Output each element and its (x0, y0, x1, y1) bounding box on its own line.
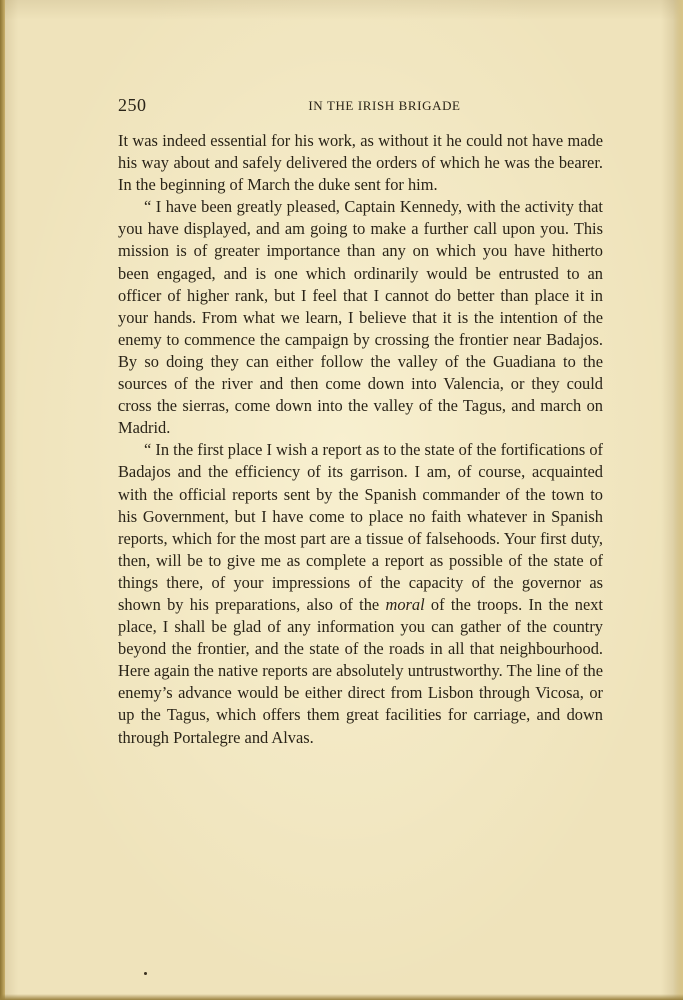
paragraph: “ I have been greatly pleased, Captain Kennedy, with the activity that you have displayed, and am going to make a further call upon you. This mission is of greater importance than any on which you have hitherto been engaged, and is one which ordinarily would be entrusted to an officer of higher rank, but I feel that I cannot do better than place it in your hands. From what we learn, I believe that it is the intention of the enemy to commence the campaign by crossing the frontier near Badajos. By so doing they can either follow the valley of the Guadiana to the sources of the river and then come down into Valencia, or they could cross the sierras, come down into the valley of the Tagus, and march on Madrid. (118, 197, 603, 438)
paragraph: “ In the first place I wish a report as to the state of the fortifications of Badajos and the efficiency of its garrison. I am, of course, acquainted with the official reports sent by the Spanish commander of the town to his Government, but I have come to place no faith whatever in Spanish reports, which for the most part are a tissue of falsehoods. Your first duty, then, will be to give me as complete a report as possible of the state of things there, of your impressions of the capacity of the governor as shown by his preparations, also of the moral of the troops. In the next place, I shall be glad of any information you can gather of the country beyond the frontier, and the state of the roads in all that neighbourhood. Here again the native reports are absolutely untrustworthy. The line of the enemy’s advance would be either direct from Lisbon through Vicosa, or up the Tagus, which offers them great facilities for carriage, and down through Portalegre and Alvas. (118, 440, 603, 747)
paragraph: It was indeed essential for his work, as without it he could not have made his way about and safely delivered the orders of which he was the bearer. In the beginning of March the duke sent for him. (118, 131, 603, 195)
italic-word: moral (385, 594, 425, 614)
body-text (118, 130, 603, 749)
page-edge-right (673, 0, 683, 1000)
page-edge-bottom (0, 994, 683, 1000)
page-edge-left (0, 0, 5, 1000)
page-number: 250 (118, 95, 147, 115)
running-head: IN THE IRISH BRIGADE (308, 98, 461, 113)
page-header (118, 95, 603, 117)
ink-speck (144, 972, 147, 975)
